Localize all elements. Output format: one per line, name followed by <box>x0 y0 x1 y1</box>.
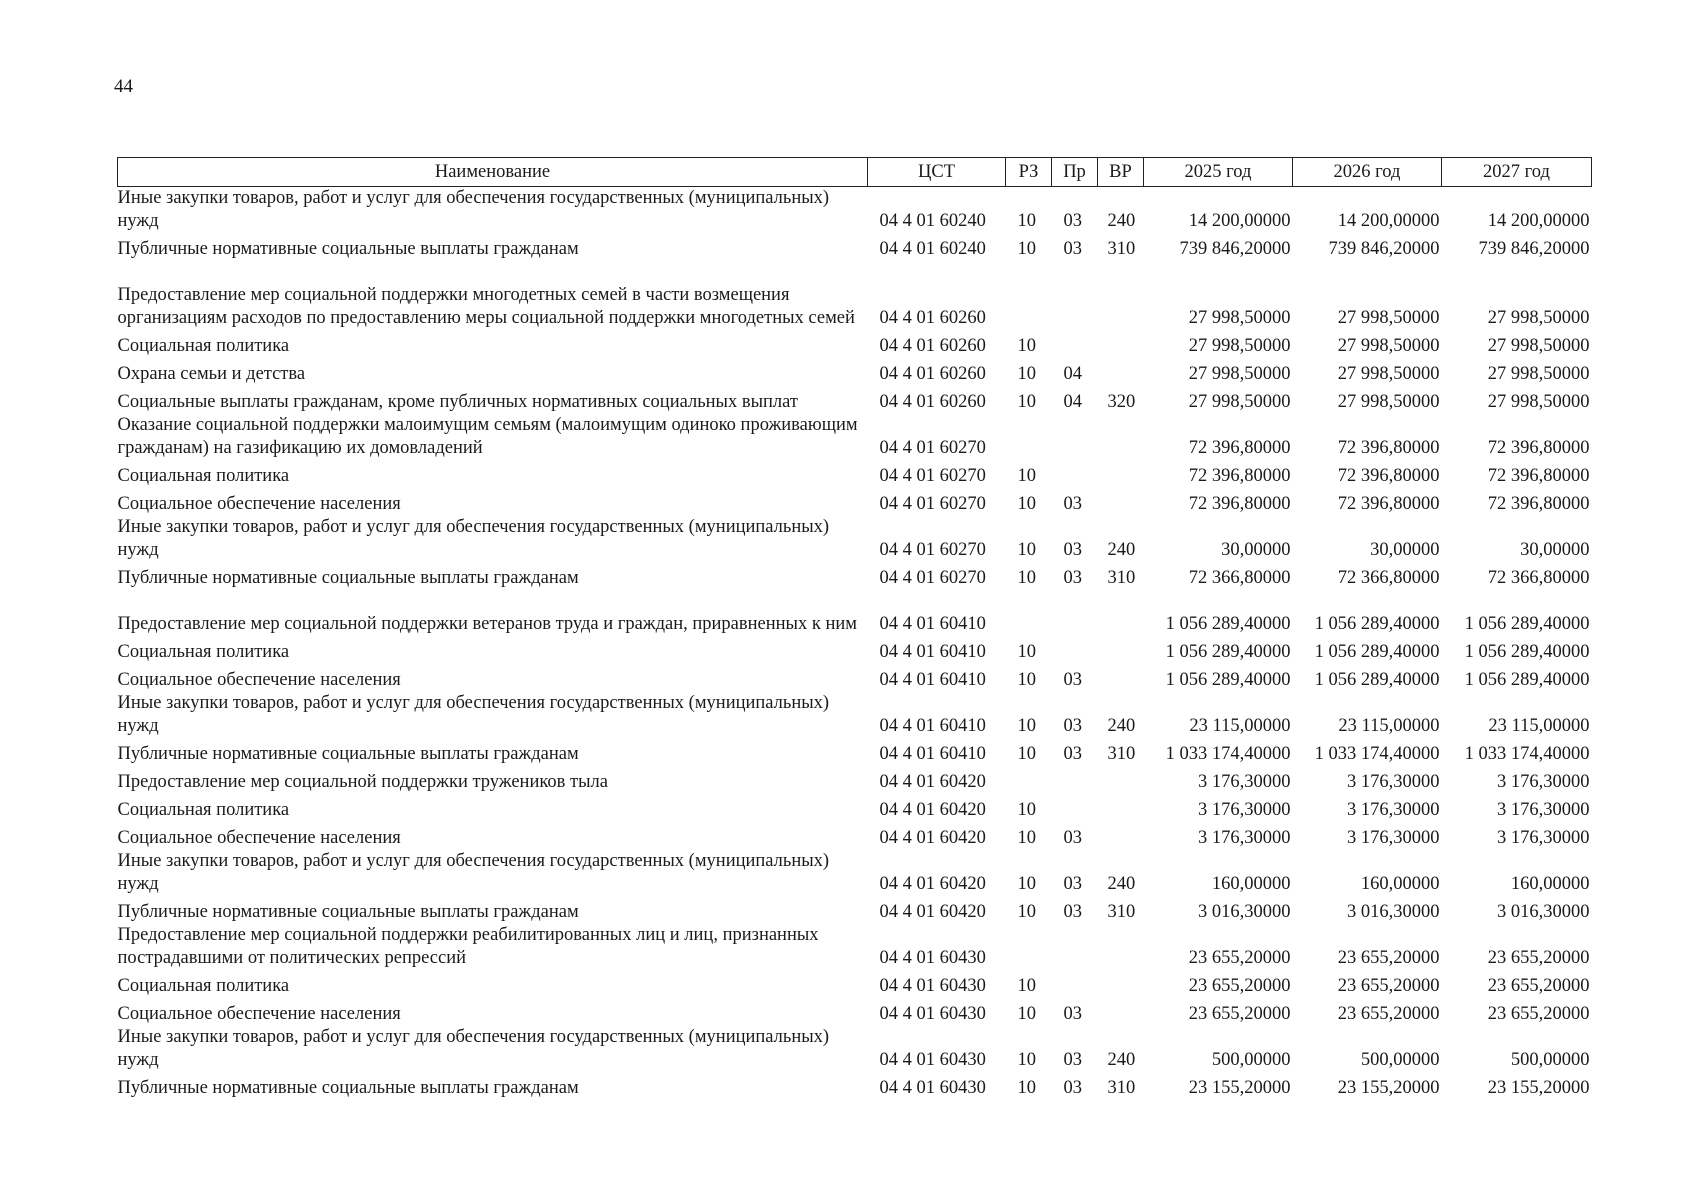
row-name: Социальное обеспечение населения <box>117 494 401 514</box>
row-amount-2027: 72 366,80000 <box>1487 568 1590 588</box>
row-pr: 03 <box>1063 1078 1082 1098</box>
row-amount-2026: 3 176,30000 <box>1347 828 1440 848</box>
row-rz: 10 <box>1017 670 1036 690</box>
row-code: 04 4 01 60240 <box>879 211 986 231</box>
row-vr <box>1098 488 1144 516</box>
row-pr <box>1052 460 1098 488</box>
row-rz: 10 <box>1017 1050 1036 1070</box>
row-amount-2026: 30,00000 <box>1370 540 1440 560</box>
row-vr: 240 <box>1107 1050 1136 1070</box>
header-rz: РЗ <box>1006 158 1052 187</box>
row-pr <box>1052 330 1098 358</box>
row-amount-2026: 27 998,50000 <box>1337 308 1440 328</box>
row-rz: 10 <box>1017 392 1036 412</box>
row-name: Иные закупки товаров, работ и услуг для обеспечения государственных (муниципальных) нужд <box>117 188 830 231</box>
row-pr: 04 <box>1063 364 1082 384</box>
row-amount-2026: 500,00000 <box>1360 1050 1440 1070</box>
row-amount-2026: 3 176,30000 <box>1347 772 1440 792</box>
row-pr <box>1052 590 1098 636</box>
row-code: 04 4 01 60410 <box>879 670 986 690</box>
row-amount-2026: 72 366,80000 <box>1337 568 1440 588</box>
row-vr: 240 <box>1107 211 1136 231</box>
row-amount-2027: 3 176,30000 <box>1497 828 1590 848</box>
row-amount-2026: 72 396,80000 <box>1337 494 1440 514</box>
row-name: Социальное обеспечение населения <box>117 828 401 848</box>
row-amount-2025: 739 846,20000 <box>1179 239 1291 259</box>
table-row <box>118 562 1592 590</box>
row-amount-2027: 72 396,80000 <box>1487 494 1590 514</box>
row-name: Социальная политика <box>117 642 290 662</box>
row-amount-2025: 160,00000 <box>1211 874 1291 894</box>
table-row <box>118 488 1592 516</box>
row-amount-2027: 27 998,50000 <box>1487 308 1590 328</box>
row-rz: 10 <box>1017 800 1036 820</box>
row-amount-2025: 72 396,80000 <box>1188 466 1291 486</box>
table-row <box>118 1026 1592 1072</box>
table-row <box>118 822 1592 850</box>
row-pr: 03 <box>1063 744 1082 764</box>
table-row <box>118 414 1592 460</box>
row-amount-2027: 30,00000 <box>1520 540 1590 560</box>
row-amount-2026: 72 396,80000 <box>1337 466 1440 486</box>
row-name: Предоставление мер социальной поддержки тружеников тыла <box>117 772 608 792</box>
row-vr <box>1098 590 1144 636</box>
row-pr <box>1052 414 1098 460</box>
row-code: 04 4 01 60420 <box>879 828 986 848</box>
row-code: 04 4 01 60270 <box>879 438 986 458</box>
row-pr: 03 <box>1063 716 1082 736</box>
row-amount-2026: 1 033 174,40000 <box>1314 744 1440 764</box>
row-code: 04 4 01 60270 <box>879 466 986 486</box>
header-row <box>118 158 1592 187</box>
row-amount-2027: 23 655,20000 <box>1487 1004 1590 1024</box>
row-amount-2026: 1 056 289,40000 <box>1314 642 1440 662</box>
row-pr: 03 <box>1063 874 1082 894</box>
row-code: 04 4 01 60410 <box>879 716 986 736</box>
table-row <box>118 187 1592 234</box>
row-code: 04 4 01 60260 <box>879 392 986 412</box>
row-amount-2026: 23 155,20000 <box>1337 1078 1440 1098</box>
row-amount-2027: 1 056 289,40000 <box>1464 670 1590 690</box>
row-vr <box>1098 766 1144 794</box>
row-rz <box>1006 590 1052 636</box>
header-code: ЦСТ <box>868 158 1006 187</box>
table-row <box>118 664 1592 692</box>
row-amount-2025: 72 396,80000 <box>1188 438 1291 458</box>
row-name: Публичные нормативные социальные выплаты гражданам <box>117 568 579 588</box>
row-amount-2025: 27 998,50000 <box>1188 392 1291 412</box>
row-rz: 10 <box>1017 828 1036 848</box>
row-amount-2025: 23 115,00000 <box>1189 716 1291 736</box>
row-name: Социальная политика <box>117 466 290 486</box>
row-code: 04 4 01 60270 <box>879 540 986 560</box>
row-amount-2026: 3 176,30000 <box>1347 800 1440 820</box>
row-name: Социальные выплаты гражданам, кроме публичных нормативных социальных выплат <box>117 392 798 412</box>
row-amount-2025: 72 366,80000 <box>1188 568 1291 588</box>
budget-table <box>117 157 1592 1100</box>
row-vr <box>1098 822 1144 850</box>
table-row <box>118 850 1592 896</box>
row-vr <box>1098 794 1144 822</box>
row-code: 04 4 01 60240 <box>879 239 986 259</box>
row-amount-2027: 23 655,20000 <box>1487 976 1590 996</box>
row-amount-2027: 739 846,20000 <box>1478 239 1590 259</box>
table-row <box>118 692 1592 738</box>
table-row <box>118 590 1592 636</box>
table-row <box>118 766 1592 794</box>
table-row <box>118 516 1592 562</box>
row-name: Социальная политика <box>117 976 290 996</box>
row-pr: 03 <box>1063 540 1082 560</box>
row-code: 04 4 01 60430 <box>879 976 986 996</box>
row-rz: 10 <box>1017 744 1036 764</box>
table-header <box>118 158 1592 187</box>
row-rz: 10 <box>1017 568 1036 588</box>
table-row <box>118 896 1592 924</box>
row-amount-2026: 3 016,30000 <box>1347 902 1440 922</box>
row-amount-2026: 23 115,00000 <box>1338 716 1440 736</box>
row-pr: 03 <box>1063 670 1082 690</box>
row-rz: 10 <box>1017 874 1036 894</box>
row-amount-2027: 3 176,30000 <box>1497 800 1590 820</box>
row-name: Публичные нормативные социальные выплаты гражданам <box>117 1078 579 1098</box>
row-amount-2025: 3 016,30000 <box>1198 902 1291 922</box>
row-amount-2025: 3 176,30000 <box>1198 800 1291 820</box>
row-name: Иные закупки товаров, работ и услуг для обеспечения государственных (муниципальных) нужд <box>117 851 830 894</box>
row-name: Иные закупки товаров, работ и услуг для обеспечения государственных (муниципальных) нужд <box>117 517 830 560</box>
row-amount-2026: 160,00000 <box>1360 874 1440 894</box>
row-amount-2027: 27 998,50000 <box>1487 336 1590 356</box>
row-amount-2025: 1 033 174,40000 <box>1165 744 1291 764</box>
row-code: 04 4 01 60260 <box>879 308 986 328</box>
row-rz <box>1006 414 1052 460</box>
row-amount-2025: 3 176,30000 <box>1198 772 1291 792</box>
table-row <box>118 233 1592 261</box>
row-code: 04 4 01 60420 <box>879 874 986 894</box>
row-code: 04 4 01 60420 <box>879 772 986 792</box>
row-amount-2027: 3 176,30000 <box>1497 772 1590 792</box>
row-name: Публичные нормативные социальные выплаты гражданам <box>117 902 579 922</box>
row-rz: 10 <box>1017 716 1036 736</box>
row-amount-2026: 27 998,50000 <box>1337 336 1440 356</box>
row-amount-2025: 1 056 289,40000 <box>1165 642 1291 662</box>
table-row <box>118 386 1592 414</box>
row-pr: 03 <box>1063 211 1082 231</box>
row-amount-2025: 500,00000 <box>1211 1050 1291 1070</box>
row-rz: 10 <box>1017 239 1036 259</box>
row-rz: 10 <box>1017 976 1036 996</box>
row-rz: 10 <box>1017 642 1036 662</box>
table-row <box>118 358 1592 386</box>
row-name: Охрана семьи и детства <box>117 364 306 384</box>
row-amount-2027: 23 155,20000 <box>1487 1078 1590 1098</box>
row-amount-2026: 23 655,20000 <box>1337 976 1440 996</box>
row-name: Оказание социальной поддержки малоимущим семьям (малоимущим одиноко проживающим гражданам) на газификацию их домовладений <box>117 415 858 458</box>
row-amount-2027: 1 056 289,40000 <box>1464 614 1590 634</box>
row-amount-2025: 27 998,50000 <box>1188 308 1291 328</box>
row-name: Предоставление мер социальной поддержки многодетных семей в части возмещения организациям расходов по предоставлению меры социальной поддержки многодетных семей <box>117 285 855 328</box>
row-pr: 03 <box>1063 494 1082 514</box>
row-code: 04 4 01 60430 <box>879 1078 986 1098</box>
row-name: Социальная политика <box>117 800 290 820</box>
row-pr <box>1052 766 1098 794</box>
row-amount-2025: 23 655,20000 <box>1188 976 1291 996</box>
row-name: Социальное обеспечение населения <box>117 670 401 690</box>
row-code: 04 4 01 60270 <box>879 494 986 514</box>
row-vr: 310 <box>1107 744 1136 764</box>
table-row <box>118 970 1592 998</box>
row-name: Предоставление мер социальной поддержки реабилитированных лиц и лиц, признанных пострадавшими от политических репрессий <box>117 925 819 968</box>
row-vr: 320 <box>1107 392 1136 412</box>
header-2025: 2025 год <box>1144 158 1293 187</box>
row-amount-2027: 23 655,20000 <box>1487 948 1590 968</box>
row-code: 04 4 01 60410 <box>879 744 986 764</box>
row-amount-2025: 1 056 289,40000 <box>1165 614 1291 634</box>
row-vr <box>1098 664 1144 692</box>
row-vr: 240 <box>1107 540 1136 560</box>
row-vr <box>1098 460 1144 488</box>
row-pr <box>1052 924 1098 970</box>
row-amount-2025: 14 200,00000 <box>1188 211 1291 231</box>
row-amount-2026: 27 998,50000 <box>1337 392 1440 412</box>
row-code: 04 4 01 60420 <box>879 800 986 820</box>
row-amount-2026: 72 396,80000 <box>1337 438 1440 458</box>
row-name: Социальная политика <box>117 336 290 356</box>
row-pr: 03 <box>1063 828 1082 848</box>
row-amount-2025: 1 056 289,40000 <box>1165 670 1291 690</box>
row-amount-2025: 27 998,50000 <box>1188 364 1291 384</box>
row-amount-2027: 1 056 289,40000 <box>1464 642 1590 662</box>
row-amount-2026: 23 655,20000 <box>1337 1004 1440 1024</box>
row-rz <box>1006 766 1052 794</box>
row-pr: 03 <box>1063 902 1082 922</box>
header-name: Наименование <box>118 158 868 187</box>
row-code: 04 4 01 60270 <box>879 568 986 588</box>
row-pr <box>1052 261 1098 330</box>
row-amount-2026: 23 655,20000 <box>1337 948 1440 968</box>
header-2027: 2027 год <box>1442 158 1592 187</box>
row-vr: 240 <box>1107 874 1136 894</box>
row-amount-2025: 23 655,20000 <box>1188 948 1291 968</box>
row-code: 04 4 01 60260 <box>879 364 986 384</box>
row-amount-2027: 72 396,80000 <box>1487 466 1590 486</box>
row-amount-2026: 1 056 289,40000 <box>1314 614 1440 634</box>
row-amount-2027: 23 115,00000 <box>1488 716 1590 736</box>
table-row <box>118 330 1592 358</box>
row-rz: 10 <box>1017 902 1036 922</box>
row-vr <box>1098 358 1144 386</box>
row-vr: 310 <box>1107 902 1136 922</box>
row-amount-2025: 3 176,30000 <box>1198 828 1291 848</box>
row-amount-2027: 3 016,30000 <box>1497 902 1590 922</box>
row-code: 04 4 01 60260 <box>879 336 986 356</box>
row-name: Публичные нормативные социальные выплаты гражданам <box>117 239 579 259</box>
row-vr: 310 <box>1107 239 1136 259</box>
row-code: 04 4 01 60410 <box>879 614 986 634</box>
row-rz: 10 <box>1017 1004 1036 1024</box>
row-pr <box>1052 970 1098 998</box>
row-amount-2027: 160,00000 <box>1510 874 1590 894</box>
row-pr: 03 <box>1063 1004 1082 1024</box>
row-amount-2027: 27 998,50000 <box>1487 392 1590 412</box>
row-rz <box>1006 261 1052 330</box>
row-amount-2025: 72 396,80000 <box>1188 494 1291 514</box>
row-vr <box>1098 998 1144 1026</box>
row-amount-2027: 14 200,00000 <box>1487 211 1590 231</box>
table-row <box>118 924 1592 970</box>
row-name: Иные закупки товаров, работ и услуг для обеспечения государственных (муниципальных) нужд <box>117 693 830 736</box>
row-pr <box>1052 636 1098 664</box>
header-2026: 2026 год <box>1293 158 1442 187</box>
row-pr: 03 <box>1063 568 1082 588</box>
row-name: Социальное обеспечение населения <box>117 1004 401 1024</box>
row-vr <box>1098 261 1144 330</box>
table-row <box>118 1072 1592 1100</box>
row-pr: 03 <box>1063 239 1082 259</box>
table-row <box>118 998 1592 1026</box>
row-amount-2025: 23 155,20000 <box>1188 1078 1291 1098</box>
header-pr: Пр <box>1052 158 1098 187</box>
table-row <box>118 636 1592 664</box>
row-amount-2026: 14 200,00000 <box>1337 211 1440 231</box>
table-row <box>118 460 1592 488</box>
row-code: 04 4 01 60430 <box>879 948 986 968</box>
row-name: Публичные нормативные социальные выплаты гражданам <box>117 744 579 764</box>
row-vr <box>1098 414 1144 460</box>
row-name: Предоставление мер социальной поддержки ветеранов труда и граждан, приравненных к ним <box>117 614 857 634</box>
row-code: 04 4 01 60430 <box>879 1050 986 1070</box>
header-vr: ВР <box>1098 158 1144 187</box>
row-pr <box>1052 794 1098 822</box>
row-amount-2027: 500,00000 <box>1510 1050 1590 1070</box>
row-amount-2025: 30,00000 <box>1221 540 1291 560</box>
row-amount-2025: 23 655,20000 <box>1188 1004 1291 1024</box>
row-code: 04 4 01 60430 <box>879 1004 986 1024</box>
row-amount-2027: 72 396,80000 <box>1487 438 1590 458</box>
row-amount-2026: 739 846,20000 <box>1328 239 1440 259</box>
row-vr: 240 <box>1107 716 1136 736</box>
row-vr <box>1098 636 1144 664</box>
table-body <box>118 187 1592 1101</box>
row-rz: 10 <box>1017 540 1036 560</box>
row-amount-2025: 27 998,50000 <box>1188 336 1291 356</box>
table-row <box>118 738 1592 766</box>
table-row <box>118 794 1592 822</box>
row-vr: 310 <box>1107 1078 1136 1098</box>
row-rz: 10 <box>1017 1078 1036 1098</box>
row-vr <box>1098 924 1144 970</box>
page-number: 44 <box>114 76 133 97</box>
row-rz: 10 <box>1017 364 1036 384</box>
row-amount-2026: 1 056 289,40000 <box>1314 670 1440 690</box>
row-amount-2026: 27 998,50000 <box>1337 364 1440 384</box>
row-vr <box>1098 330 1144 358</box>
table-row <box>118 261 1592 330</box>
row-rz: 10 <box>1017 466 1036 486</box>
row-vr <box>1098 970 1144 998</box>
row-rz: 10 <box>1017 211 1036 231</box>
row-code: 04 4 01 60420 <box>879 902 986 922</box>
row-name: Иные закупки товаров, работ и услуг для обеспечения государственных (муниципальных) нужд <box>117 1027 830 1070</box>
row-rz: 10 <box>1017 494 1036 514</box>
row-amount-2027: 27 998,50000 <box>1487 364 1590 384</box>
row-pr: 04 <box>1063 392 1082 412</box>
row-amount-2027: 1 033 174,40000 <box>1464 744 1590 764</box>
row-vr: 310 <box>1107 568 1136 588</box>
row-pr: 03 <box>1063 1050 1082 1070</box>
row-code: 04 4 01 60410 <box>879 642 986 662</box>
row-rz: 10 <box>1017 336 1036 356</box>
row-rz <box>1006 924 1052 970</box>
